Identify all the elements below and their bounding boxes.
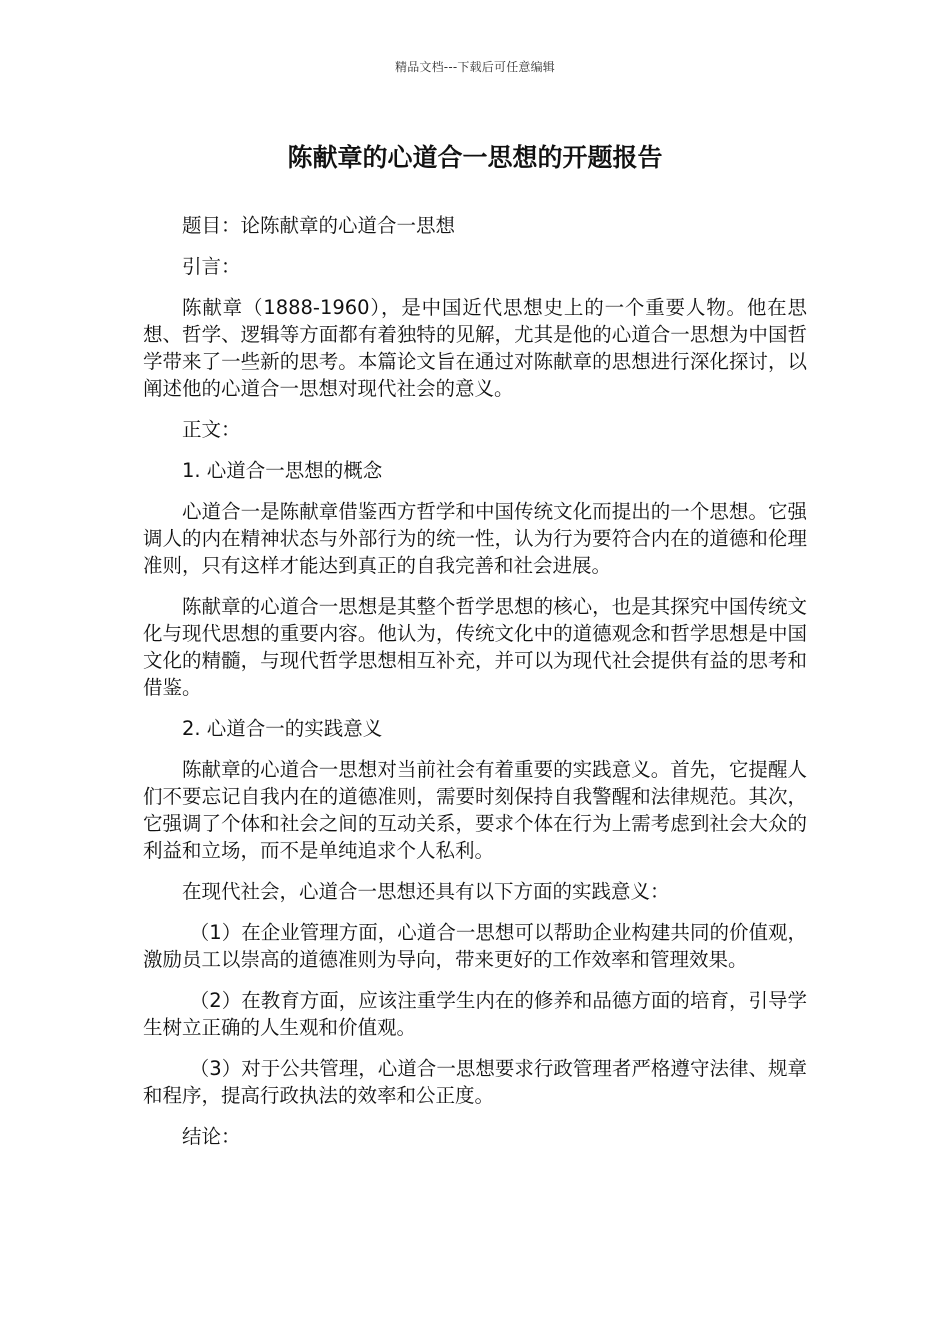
intro-heading: 引言： [182,255,241,278]
list-item-1: （1）在企业管理方面，心道合一思想可以帮助企业构建共同的价值观，激励员工以崇高的道德准则为导向，带来更好的工作效率和管理效果。 [143,921,807,971]
section-1-paragraph-2: 陈献章的心道合一思想是其整个哲学思想的核心，也是其探究中国传统文化与现代思想的重要内容。他认为，传统文化中的道德观念和哲学思想是中国文化的精髓，与现代哲学思想相互补充，并可以为现代社会提供有益的思考和借鉴。 [143,595,807,699]
section-1-paragraph-1: 心道合一是陈献章借鉴西方哲学和中国传统文化而提出的一个思想。它强调人的内在精神状态与外部行为的统一性，认为行为要符合内在的道德和伦理准则，只有这样才能达到真正的自我完善和社会进展。 [143,500,807,577]
conclusion-heading: 结论： [182,1125,241,1148]
section-2-heading: 2. 心道合一的实践意义 [182,717,383,740]
document-title: 陈献章的心道合一思想的开题报告 [287,143,663,172]
intro-paragraph: 陈献章（1888-1960），是中国近代思想史上的一个重要人物。他在思想、哲学、逻辑等方面都有着独特的见解，尤其是他的心道合一思想为中国哲学带来了一些新的思考。本篇论文旨在通过对陈献章的思想进行深化探讨，以阐述他的心道合一思想对现代社会的意义。 [143,296,807,400]
topic-line: 题目：论陈献章的心道合一思想 [182,214,456,237]
section-2-paragraph-1: 陈献章的心道合一思想对当前社会有着重要的实践意义。首先，它提醒人们不要忘记自我内在的道德准则，需要时刻保持自我警醒和法律规范。其次，它强调了个体和社会之间的互动关系，要求个体在行为上需考虑到社会大众的利益和立场，而不是单纯追求个人私利。 [143,758,807,862]
list-item-2: （2）在教育方面，应该注重学生内在的修养和品德方面的培育，引导学生树立正确的人生观和价值观。 [143,989,807,1039]
document-body [143,212,807,1164]
section-2-paragraph-2: 在现代社会，心道合一思想还具有以下方面的实践意义： [182,880,670,903]
body-heading: 正文： [182,418,241,441]
header-note: 精品文档---下载后可任意编辑 [395,60,555,74]
list-item-3: （3）对于公共管理，心道合一思想要求行政管理者严格遵守法律、规章和程序，提高行政执法的效率和公正度。 [143,1057,807,1107]
section-1-heading: 1. 心道合一思想的概念 [182,459,383,482]
